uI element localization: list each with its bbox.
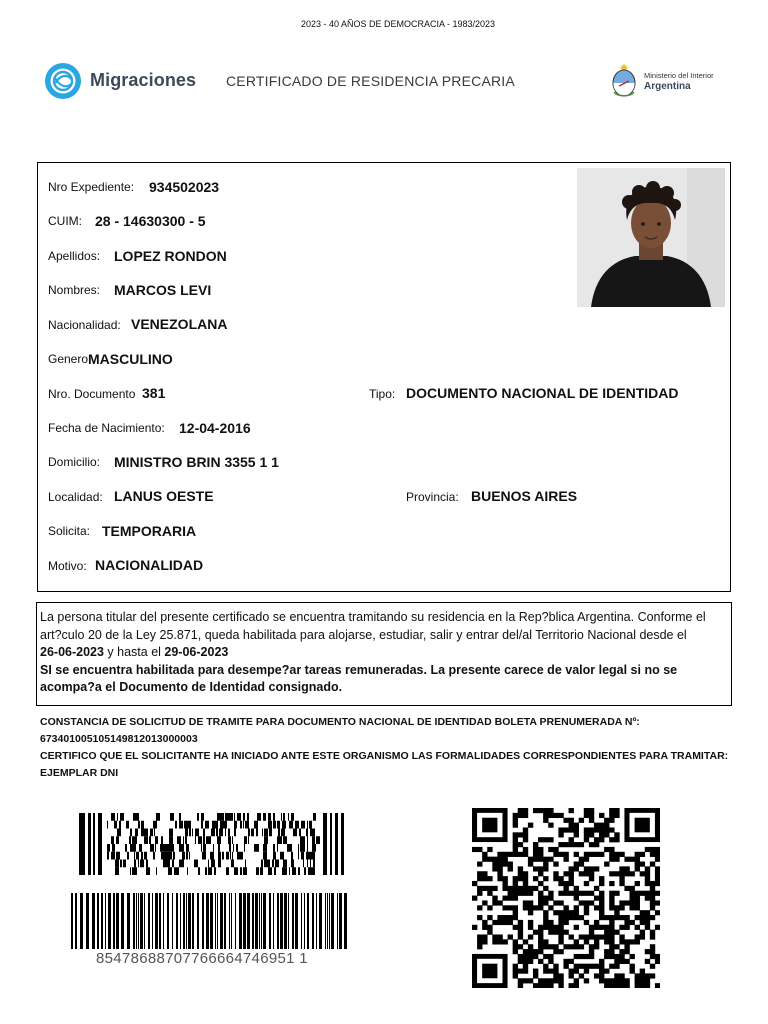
- provincia-value: BUENOS AIRES: [471, 488, 578, 504]
- documento-label: Nro. Documento: [48, 387, 136, 401]
- provincia-label: Provincia:: [406, 490, 459, 504]
- localidad-value: LANUS OESTE: [114, 488, 214, 504]
- notice-connector: y hasta el: [103, 645, 165, 659]
- constancia-block: [40, 714, 740, 782]
- nombres-label: Nombres:: [48, 283, 101, 297]
- genero-value: MASCULINO: [88, 351, 173, 367]
- qr-code: [472, 808, 660, 988]
- document-title: CERTIFICADO DE RESIDENCIA PRECARIA: [226, 73, 515, 89]
- ministry-country: Argentina: [644, 81, 691, 92]
- top-banner: 2023 - 40 AÑOS DE DEMOCRACIA - 1983/2023: [300, 19, 496, 29]
- notice-date-to: 29-06-2023: [164, 645, 229, 659]
- nombres-value: MARCOS LEVI: [114, 282, 212, 298]
- pdf417-barcode: [79, 813, 344, 875]
- genero-label: Genero: [48, 352, 89, 366]
- agency-name: Migraciones: [90, 70, 197, 90]
- holder-photo: [577, 168, 725, 307]
- expediente-value: 934502023: [149, 179, 220, 195]
- tipo-value: DOCUMENTO NACIONAL DE IDENTIDAD: [406, 385, 679, 401]
- nacimiento-value: 12-04-2016: [179, 420, 251, 436]
- constancia-line1: CONSTANCIA DE SOLICITUD DE TRAMITE PARA DOCUMENTO NACIONAL DE IDENTIDAD BOLETA PRENUMERADA Nº:: [40, 716, 640, 728]
- notice-text: La persona titular del presente certificado se encuentra tramitando su residencia en la Rep?blica Argentina. Conforme el art?culo 20 de la Ley 25.871, queda habilitada para alojarse, estudiar, salir y entrar del/al Territorio Nacional desde el: [40, 610, 706, 642]
- motivo-value: NACIONALIDAD: [95, 557, 204, 573]
- documento-value: 381: [142, 385, 166, 401]
- legal-notice: [36, 602, 732, 706]
- cuim-label: CUIM:: [48, 214, 82, 228]
- domicilio-value: MINISTRO BRIN 3355 1 1: [114, 454, 279, 470]
- expediente-label: Nro Expediente:: [48, 180, 135, 194]
- constancia-number: 673401005105149812013000003: [40, 733, 198, 745]
- nacimiento-label: Fecha de Nacimiento:: [48, 421, 165, 435]
- linear-barcode: [71, 893, 351, 949]
- domicilio-label: Domicilio:: [48, 455, 101, 469]
- person-photo-icon: [577, 168, 725, 307]
- barcode-number: 85478688707766664746951 1: [96, 950, 308, 967]
- solicita-label: Solicita:: [48, 524, 91, 538]
- nacionalidad-value: VENEZOLANA: [131, 316, 228, 332]
- apellidos-value: LOPEZ RONDON: [114, 248, 227, 264]
- notice-date-from: 26-06-2023: [40, 645, 104, 659]
- national-crest-icon: [611, 62, 637, 98]
- constancia-line3: CERTIFICO QUE EL SOLICITANTE HA INICIADO ANTE ESTE ORGANISMO LAS FORMALIDADES CORRESPONDIENTES PARA TRAMITAR: EJEMPLAR DNI: [40, 750, 729, 779]
- ministry-name: Ministerio del Interior: [644, 71, 714, 80]
- solicita-value: TEMPORARIA: [102, 523, 197, 539]
- localidad-label: Localidad:: [48, 490, 103, 504]
- notice-bold-text: SI se encuentra habilitada para desempe?ar tareas remuneradas. La presente carece de valor legal si no se acompa?a el Documento de Identidad consignado.: [40, 662, 678, 694]
- tipo-label: Tipo:: [369, 387, 396, 401]
- nacionalidad-label: Nacionalidad:: [48, 318, 121, 332]
- cuim-value: 28 - 14630300 - 5: [95, 213, 206, 229]
- apellidos-label: Apellidos:: [48, 249, 101, 263]
- motivo-label: Motivo:: [48, 559, 87, 573]
- migraciones-logo-icon: [44, 62, 82, 100]
